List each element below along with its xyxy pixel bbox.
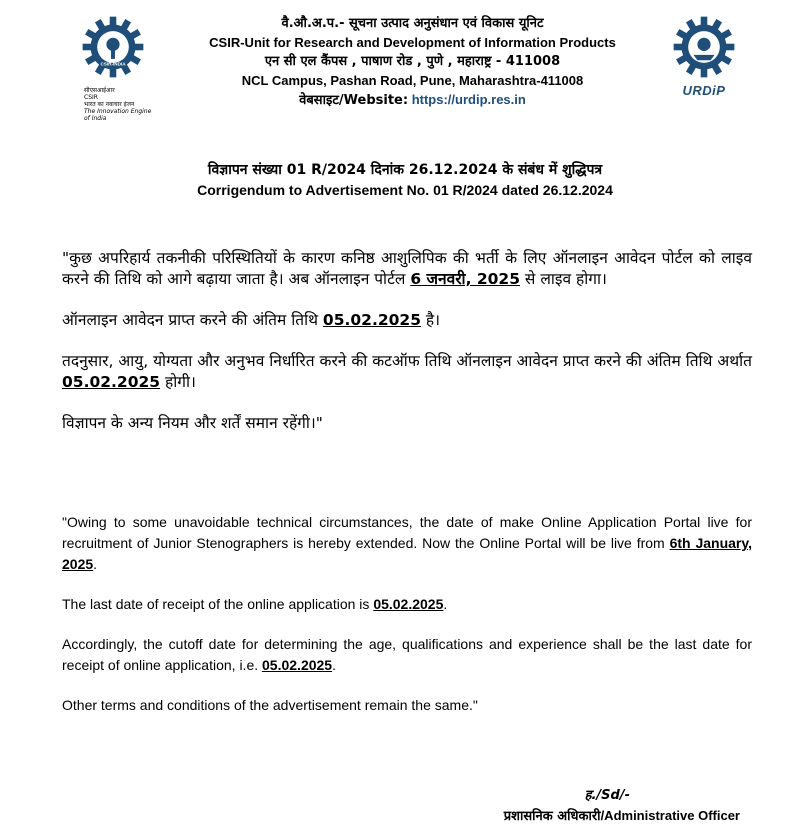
english-paragraph-3: Accordingly, the cutoff date for determining the age, qualifications and experience shall be the last date for receipt of online application, i.e. 05.02.2025. bbox=[62, 636, 752, 673]
english-paragraph-1: "Owing to some unavoidable technical circumstances, the date of make Online Application Portal live for recruitment of Junior Stenographers is hereby extended. Now the Online Portal will be live from 6th January, 2025. bbox=[62, 514, 752, 572]
letterhead bbox=[160, 14, 665, 110]
org-name-hindi: वै.औ.अ.प.- सूचना उत्पाद अनुसंधान एवं विकास यूनिट bbox=[281, 16, 544, 31]
signature-sd: ह./Sd/- bbox=[584, 788, 630, 803]
urdip-gear-logo-icon bbox=[671, 14, 737, 80]
english-cutoff-date: 05.02.2025 bbox=[262, 657, 333, 673]
urdip-logo bbox=[664, 14, 744, 98]
title-hindi: विज्ञापन संख्या 01 R/2024 दिनांक 26.12.2024 के संबंध में शुद्धिपत्र bbox=[207, 162, 603, 178]
svg-text:CSIR-INDIA: CSIR-INDIA bbox=[100, 61, 126, 67]
hindi-paragraph-1: "कुछ अपरिहार्य तकनीकी परिस्थितियों के कारण कनिष्ठ आशुलिपिक की भर्ती के लिए ऑनलाइन आवेदन पोर्टल को लाइव करने की तिथि को आगे बढ़ाया जाता है। अब ऑनलाइन पोर्टल 6 जनवरी, 2025 से लाइव होगा। bbox=[62, 249, 752, 288]
english-live-date: 6th January, 2025 bbox=[62, 535, 752, 572]
english-paragraph-2: The last date of receipt of the online application is 05.02.2025. bbox=[62, 596, 448, 612]
english-paragraph-4: Other terms and conditions of the advertisement remain the same." bbox=[62, 697, 478, 713]
hindi-last-date: 05.02.2025 bbox=[322, 311, 421, 329]
english-notice bbox=[62, 512, 752, 735]
hindi-live-date: 6 जनवरी, 2025 bbox=[410, 270, 520, 288]
hindi-cutoff-date: 05.02.2025 bbox=[62, 373, 161, 391]
hindi-notice bbox=[62, 248, 752, 454]
hindi-paragraph-4: विज्ञापन के अन्य नियम और शर्तें समान रहेंगी।" bbox=[62, 414, 323, 432]
signatory-designation: प्रशासनिक अधिकारी/Administrative Officer bbox=[503, 808, 740, 824]
title-english: Corrigendum to Advertisement No. 01 R/2024 dated 26.12.2024 bbox=[197, 182, 613, 198]
org-name-english: CSIR-Unit for Research and Development of Information Products bbox=[209, 35, 616, 50]
website-label: वेबसाइट/Website: bbox=[299, 93, 409, 108]
english-last-date: 05.02.2025 bbox=[373, 596, 444, 612]
csir-tagline: सीएसआईआर CSIR भारत का नवाचार इंजन The Innovation Engine of India bbox=[84, 87, 152, 122]
csir-logo bbox=[72, 14, 154, 122]
address-hindi: एन सी एल कैंपस , पाषाण रोड , पुणे , महाराष्ट्र - 411008 bbox=[264, 54, 561, 69]
urdip-brand-text: URDiP bbox=[682, 83, 726, 98]
website-line bbox=[160, 90, 665, 110]
csir-gear-logo-icon bbox=[80, 14, 146, 80]
website-link[interactable]: https://urdip.res.in bbox=[411, 92, 526, 107]
document-title bbox=[0, 160, 810, 200]
signature-block bbox=[420, 786, 740, 827]
hindi-paragraph-3: तदनुसार, आयु, योग्यता और अनुभव निर्धारित करने की कटऑफ तिथि ऑनलाइन आवेदन प्राप्त करने की अंतिम तिथि अर्थात 05.02.2025 होगी। bbox=[62, 352, 752, 391]
address-english: NCL Campus, Pashan Road, Pune, Maharashtra-411008 bbox=[241, 73, 584, 88]
hindi-paragraph-2: ऑनलाइन आवेदन प्राप्त करने की अंतिम तिथि 05.02.2025 है। bbox=[62, 311, 441, 329]
